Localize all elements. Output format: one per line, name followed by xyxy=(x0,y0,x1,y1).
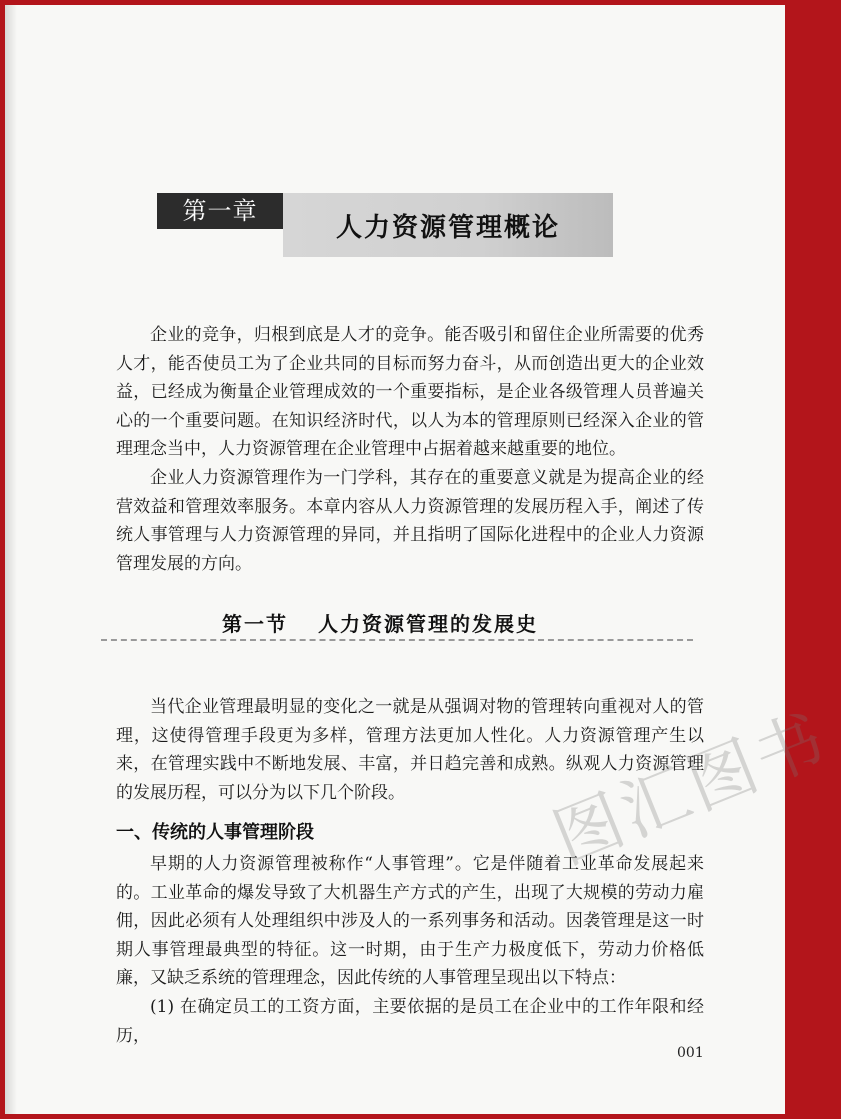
section-paragraph: 当代企业管理最明显的变化之一就是从强调对物的管理转向重视对人的管理，这使得管理手段更为多样，管理方法更加人性化。人力资源管理产生以来，在管理实践中不断地发展、丰富，并日趋完善和成熟。纵观人力资源管理的发展历程，可以分为以下几个阶段。 xyxy=(116,697,704,803)
section-heading xyxy=(222,609,582,639)
chapter-title: 人力资源管理概论 xyxy=(335,213,560,243)
subsection-heading: 一、传统的人事管理阶段 xyxy=(116,822,314,843)
watermark: 图汇图书 xyxy=(542,698,840,880)
subsection-paragraph-2: (1) 在确定员工的工资方面，主要依据的是员工在企业中的工作年限和经历， xyxy=(116,997,704,1046)
subsection-paragraph-1: 早期的人力资源管理被称作“人事管理”。它是伴随着工业革命发展起来的。工业革命的爆发导致了大机器生产方式的产生，出现了大规模的劳动力雇佣，因此必须有人处理组织中涉及人的一系列事务和活动。因袭管理是这一时期人事管理最典型的特征。这一时期，由于生产力极度低下，劳动力价格低廉，又缺乏系统的管理理念，因此传统的人事管理呈现出以下特点： xyxy=(116,854,704,989)
chapter-label: 第一章 xyxy=(157,193,283,229)
intro-paragraph-1: 企业的竞争，归根到底是人才的竞争。能否吸引和留住企业所需要的优秀人才，能否使员工为了企业共同的目标而努力奋斗，从而创造出更大的企业效益，已经成为衡量企业管理成效的一个重要指标，是企业各级管理人员普遍关心的一个重要问题。在知识经济时代，以人为本的管理原则已经深入企业的管理理念当中，人力资源管理在企业管理中占据着越来越重要的地位。 xyxy=(116,325,704,460)
section-number: 第一节 xyxy=(222,612,288,636)
intro-paragraph-2: 企业人力资源管理作为一门学科，其存在的重要意义就是为提高企业的经营效益和管理效率服务。本章内容从人力资源管理的发展历程入手，阐述了传统人事管理与人力资源管理的异同，并且指明了国际化进程中的企业人力资源管理发展的方向。 xyxy=(116,468,704,574)
binding-shadow xyxy=(5,5,17,1114)
page-number: 001 xyxy=(677,1045,704,1061)
book-page xyxy=(5,5,840,1114)
section-title: 人力资源管理的发展史 xyxy=(318,612,538,636)
section-divider xyxy=(101,639,693,641)
